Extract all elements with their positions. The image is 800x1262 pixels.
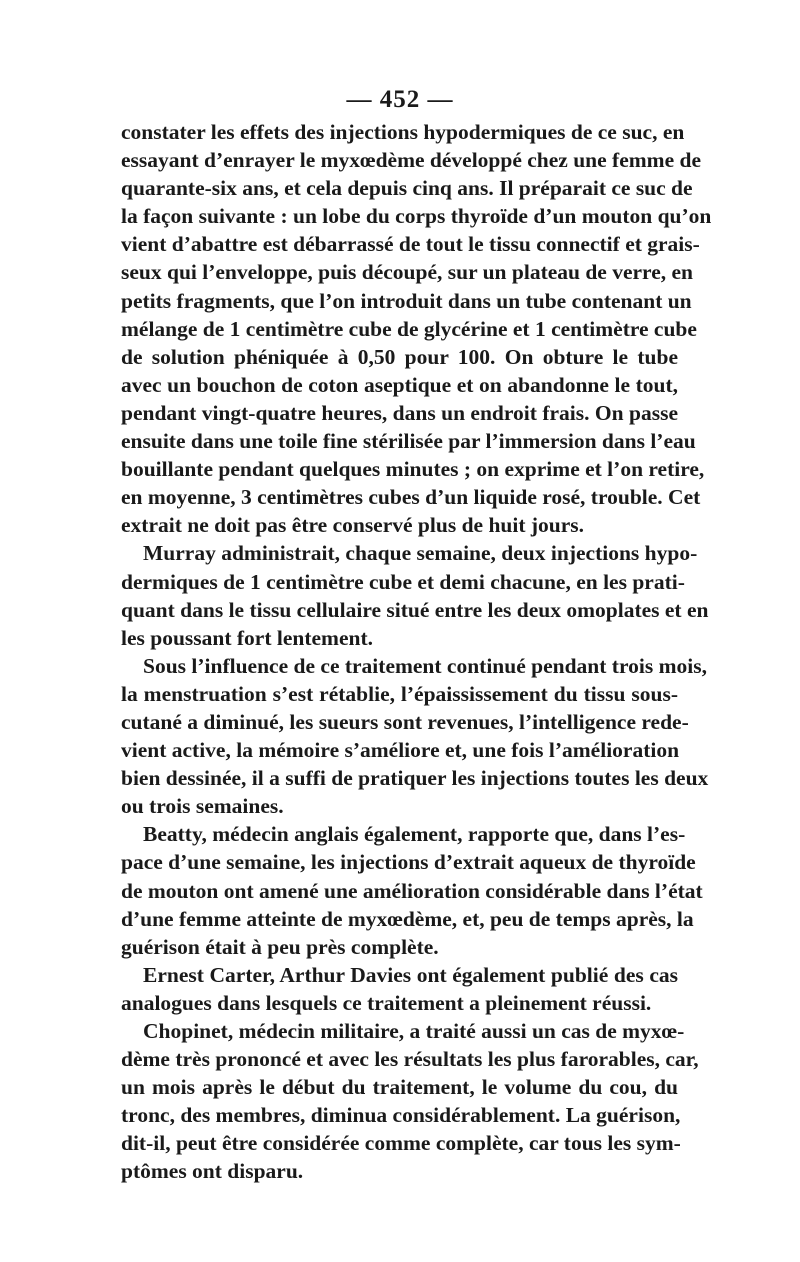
text-line: la menstruation s’est rétablie, l’épaississement du tissu sous- <box>121 681 678 706</box>
text-line: guérison était à peu près complète. <box>121 934 439 959</box>
text-line: quant dans le tissu cellulaire situé entre les deux omoplates et en <box>121 597 709 622</box>
text-line: essayant d’enrayer le myxœdème développé chez une femme de <box>121 148 701 173</box>
text-line: pendant vingt-quatre heures, dans un endroit frais. On passe <box>121 400 678 425</box>
text-line: un mois après le début du traitement, le volume du cou, du <box>121 1075 678 1100</box>
text-line: ou trois semaines. <box>121 794 284 819</box>
text-line: de solution phéniquée à 0,50 pour 100. On obture le tube <box>121 344 678 369</box>
paragraph-first-line: Ernest Carter, Arthur Davies ont également publié des cas <box>143 962 678 987</box>
text-line: les poussant fort lentement. <box>121 625 374 650</box>
text-line: extrait ne doit pas être conservé plus de huit jours. <box>121 513 585 538</box>
text-line: petits fragments, que l’on introduit dans un tube contenant un <box>121 288 692 313</box>
text-line: bien dessinée, il a suffi de pratiquer les injections toutes les deux <box>121 766 709 791</box>
text-line: constater les effets des injections hypodermiques de ce suc, en <box>121 120 685 144</box>
text-line: vient d’abattre est débarrassé de tout le tissu connectif et grais- <box>121 232 700 257</box>
text-line: de mouton ont amené une amélioration considérable dans l’état <box>121 878 703 903</box>
text-line: la façon suivante : un lobe du corps thyroïde d’un mouton qu’on <box>121 204 712 229</box>
text-line: quarante-six ans, et cela depuis cinq ans. Il préparait ce suc de <box>121 176 693 201</box>
text-line: pace d’une semaine, les injections d’extrait aqueux de thyroïde <box>121 850 696 875</box>
text-line: ptômes ont disparu. <box>121 1159 304 1184</box>
body-text <box>121 118 712 1186</box>
text-line: tronc, des membres, diminua considérablement. La guérison, <box>121 1103 681 1128</box>
text-line: seux qui l’enveloppe, puis découpé, sur un plateau de verre, en <box>121 260 694 285</box>
paragraph-first-line: Chopinet, médecin militaire, a traité aussi un cas de myxœ- <box>143 1019 685 1043</box>
text-line: dit-il, peut être considérée comme complète, car tous les sym- <box>121 1131 681 1156</box>
text-line: avec un bouchon de coton aseptique et on abandonne le tout, <box>121 372 678 397</box>
text-line: bouillante pendant quelques minutes ; on exprime et l’on retire, <box>121 457 705 482</box>
page-number: — 452 — <box>346 86 454 113</box>
text-line: dermiques de 1 centimètre cube et demi chacune, en les prati- <box>121 569 685 594</box>
paragraph-first-line: Beatty, médecin anglais également, rapporte que, dans l’es- <box>143 822 686 847</box>
text-line: vient active, la mémoire s’améliore et, une fois l’amélioration <box>121 738 680 763</box>
text-line: d’une femme atteinte de myxœdème, et, peu de temps après, la <box>121 906 694 931</box>
text-line: en moyenne, 3 centimètres cubes d’un liquide rosé, trouble. Cet <box>121 485 701 510</box>
paragraph-first-line: Sous l’influence de ce traitement continué pendant trois mois, <box>143 653 707 678</box>
text-line: dème très prononcé et avec les résultats les plus farorables, car, <box>121 1047 699 1072</box>
text-line: analogues dans lesquels ce traitement a pleinement réussi. <box>121 990 652 1015</box>
paragraph-first-line: Murray administrait, chaque semaine, deux injections hypo- <box>143 541 698 566</box>
text-line: ensuite dans une toile fine stérilisée par l’immersion dans l’eau <box>121 429 696 454</box>
text-line: cutané a diminué, les sueurs sont revenues, l’intelligence rede- <box>121 709 689 734</box>
text-line: mélange de 1 centimètre cube de glycérine et 1 centimètre cube <box>121 316 697 341</box>
